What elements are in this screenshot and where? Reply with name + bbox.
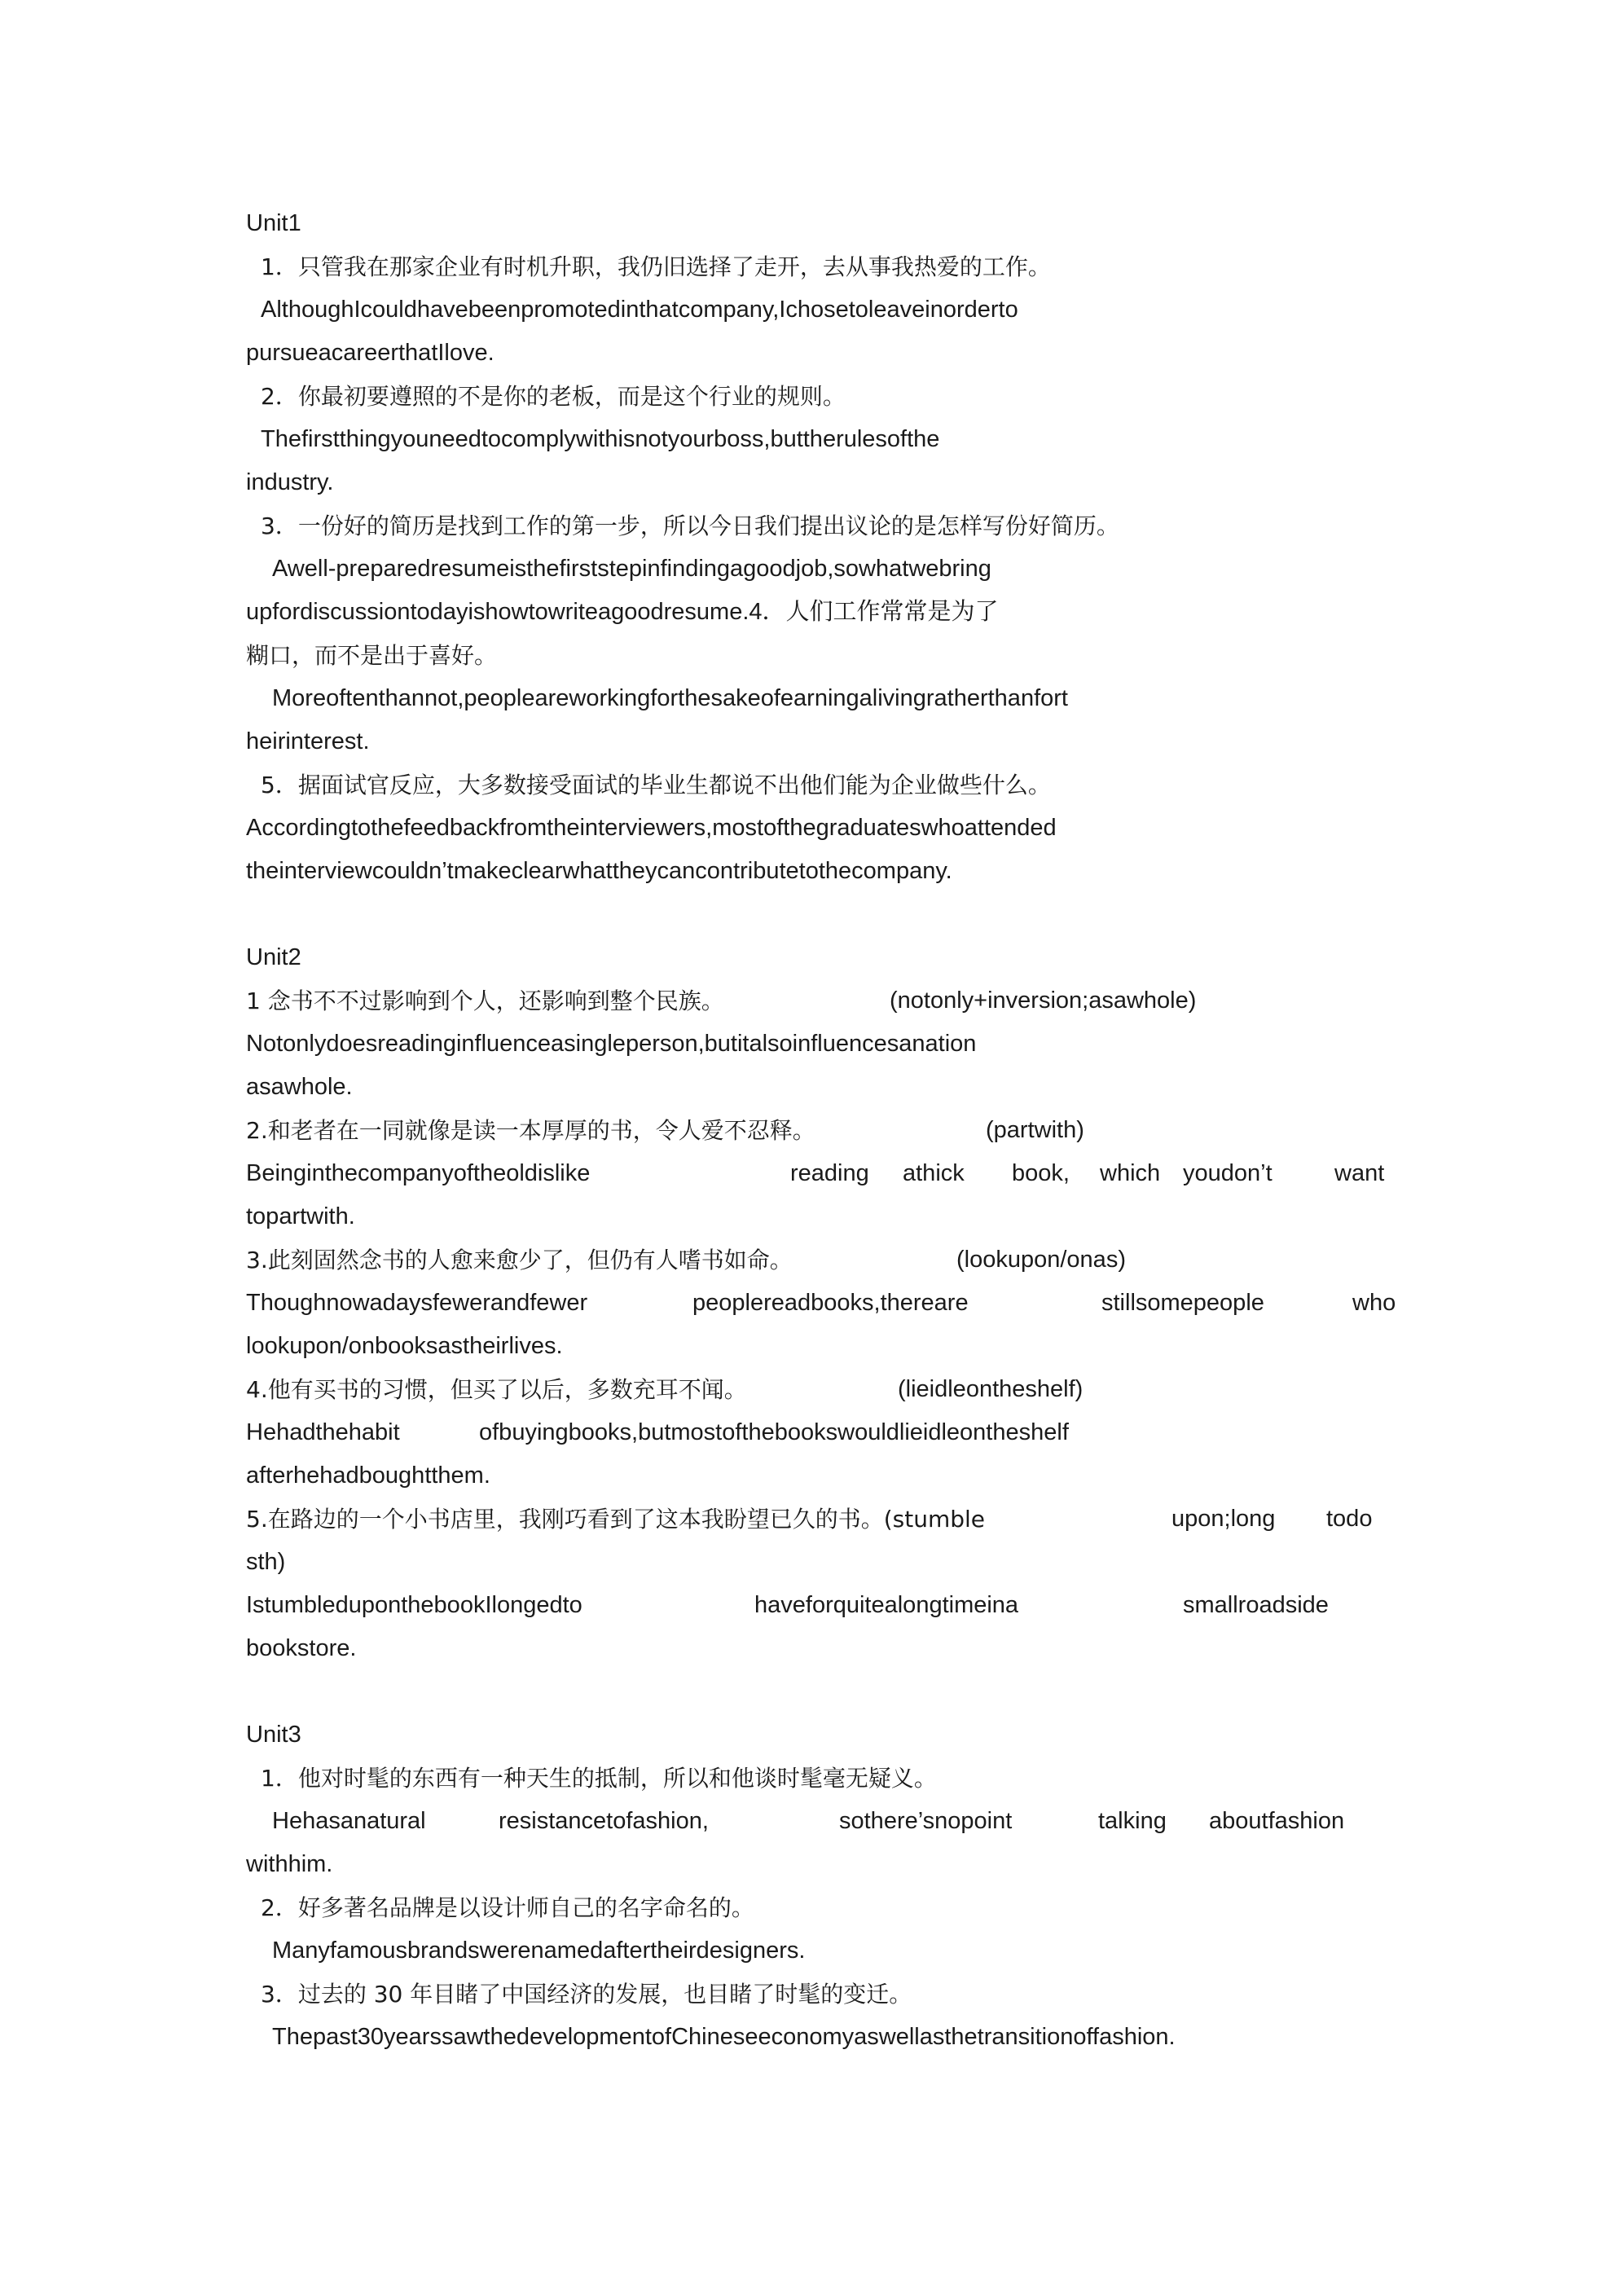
text-segment: stillsomepeople xyxy=(1101,1290,1264,1316)
text-segment: haveforquitealongtimeina xyxy=(754,1592,1019,1618)
chinese-sentence: 5.在路边的一个小书店里，我刚巧看到了这本我盼望已久的书。(stumble xyxy=(246,1506,986,1533)
chinese-sentence: 3.此刻固然念书的人愈来愈少了，但仍有人嗜书如命。 xyxy=(246,1247,793,1273)
english-translation: Manyfamousbrandswerenamedaftertheirdesigners. xyxy=(272,1938,806,1964)
exercise-line xyxy=(246,1238,1403,1282)
exercise-line xyxy=(246,1498,1403,1541)
text-segment: sothere’snopoint xyxy=(839,1808,1013,1834)
english-translation: theinterviewcouldn’tmakeclearwhattheycancontributetothecompany. xyxy=(246,858,952,884)
chinese-sentence: 2.和老者在一同就像是读一本厚厚的书，令人爱不忍释。 xyxy=(246,1117,815,1144)
english-translation: Thefirstthingyouneedtocomplywithisnotyourboss,buttherulesofthe xyxy=(261,426,940,452)
english-translation xyxy=(246,1411,1403,1454)
english-translation: Moreoftenthannot,peopleareworkingforthesakeofearningalivingratherthanfort xyxy=(272,685,1068,711)
text-segment: reading xyxy=(790,1160,869,1186)
section-gap xyxy=(246,1670,1403,1713)
unit-title: Unit3 xyxy=(246,1722,301,1748)
text-segment: which xyxy=(1100,1160,1161,1186)
english-translation xyxy=(246,1152,1403,1195)
english-translation: industry. xyxy=(246,469,334,495)
text-segment: book, xyxy=(1012,1160,1070,1186)
text-segment: Hehasanatural xyxy=(272,1808,426,1834)
document-page xyxy=(246,202,1403,2059)
text-segment: talking xyxy=(1098,1808,1167,1834)
text-segment: smallroadside xyxy=(1183,1592,1329,1618)
english-translation: AlthoughIcouldhavebeenpromotedinthatcompany,Ichosetoleaveinorderto xyxy=(261,297,1018,323)
text-segment: resistancetofashion, xyxy=(499,1808,709,1834)
text-segment: Thoughnowadaysfewerandfewer xyxy=(246,1290,588,1316)
text-segment: ofbuyingbooks,butmostofthebookswouldlieidleontheshelf xyxy=(479,1419,1069,1445)
text-segment: who xyxy=(1352,1290,1396,1316)
english-translation: Thepast30yearssawthedevelopmentofChineseeconomyaswellasthetransitionoffashion. xyxy=(272,2024,1176,2050)
section-gap xyxy=(246,893,1403,936)
unit-title: Unit2 xyxy=(246,944,301,970)
chinese-sentence: 2．你最初要遵照的不是你的老板，而是这个行业的规则。 xyxy=(261,383,846,410)
english-translation: asawhole. xyxy=(246,1074,353,1100)
text-segment: peoplereadbooks,thereare xyxy=(692,1290,969,1316)
chinese-sentence: 糊口，而不是出于喜好。 xyxy=(246,642,498,669)
english-translation: pursueacareerthatIlove. xyxy=(246,340,495,366)
english-translation: heirinterest. xyxy=(246,728,370,754)
unit-title: Unit1 xyxy=(246,210,301,236)
grammar-hint: sth) xyxy=(246,1549,286,1575)
chinese-sentence: 1 念书不不过影响到个人，还影响到整个民族。 xyxy=(246,987,724,1014)
grammar-hint: upon;long xyxy=(1171,1506,1276,1532)
english-translation xyxy=(246,1584,1403,1627)
grammar-hint: (notonly+inversion;asawhole) xyxy=(890,987,1197,1014)
text-segment: want xyxy=(1334,1160,1385,1186)
exercise-line xyxy=(246,1109,1403,1152)
grammar-hint: todo xyxy=(1326,1506,1373,1532)
english-translation: Awell-preparedresumeisthefirststepinfindingagoodjob,sowhatwebring xyxy=(272,556,991,582)
text-segment: Beinginthecompanyoftheoldislike xyxy=(246,1160,591,1186)
text-segment: IstumbleduponthebookIlongedto xyxy=(246,1592,582,1618)
chinese-sentence: 5．据面试官反应，大多数接受面试的毕业生都说不出他们能为企业做些什么。 xyxy=(261,772,1051,798)
english-translation: Accordingtothefeedbackfromtheinterviewers,mostofthegraduateswhoattended xyxy=(246,815,1057,841)
chinese-sentence: 1．他对时髦的东西有一种天生的抵制，所以和他谈时髦毫无疑义。 xyxy=(261,1765,937,1792)
text-segment: athick xyxy=(903,1160,965,1186)
text-segment: Hehadthehabit xyxy=(246,1419,400,1445)
text-segment: youdon’t xyxy=(1183,1160,1273,1186)
chinese-sentence: 3．过去的 30 年目睹了中国经济的发展，也目睹了时髦的变迁。 xyxy=(261,1981,912,2008)
chinese-sentence: 1．只管我在那家企业有时机升职，我仍旧选择了走开，去从事我热爱的工作。 xyxy=(261,253,1051,280)
grammar-hint: (lookupon/onas) xyxy=(956,1247,1126,1273)
english-translation: afterhehadboughtthem. xyxy=(246,1462,490,1489)
grammar-hint: (partwith) xyxy=(986,1117,1084,1143)
english-translation: withhim. xyxy=(246,1851,333,1877)
english-translation: bookstore. xyxy=(246,1635,357,1661)
chinese-sentence: 4.他有买书的习惯，但买了以后，多数充耳不闻。 xyxy=(246,1376,747,1403)
grammar-hint: (lieidleontheshelf) xyxy=(898,1376,1084,1402)
english-translation: Notonlydoesreadinginfluenceasingleperson,butitalsoinfluencesanation xyxy=(246,1031,977,1057)
english-translation: upfordiscussiontodayishowtowriteagoodresume.4．人们工作常常是为了 xyxy=(246,599,999,625)
chinese-sentence: 2．好多著名品牌是以设计师自己的名字命名的。 xyxy=(261,1894,754,1921)
text-segment: aboutfashion xyxy=(1209,1808,1345,1834)
english-translation: lookupon/onbooksastheirlives. xyxy=(246,1333,563,1359)
exercise-line xyxy=(246,1368,1403,1411)
english-translation xyxy=(246,1800,1403,1843)
exercise-line xyxy=(246,979,1403,1023)
english-translation xyxy=(246,1282,1403,1325)
english-translation: topartwith. xyxy=(246,1203,355,1229)
chinese-sentence: 3．一份好的简历是找到工作的第一步，所以今日我们提出议论的是怎样写份好简历。 xyxy=(261,512,1119,539)
